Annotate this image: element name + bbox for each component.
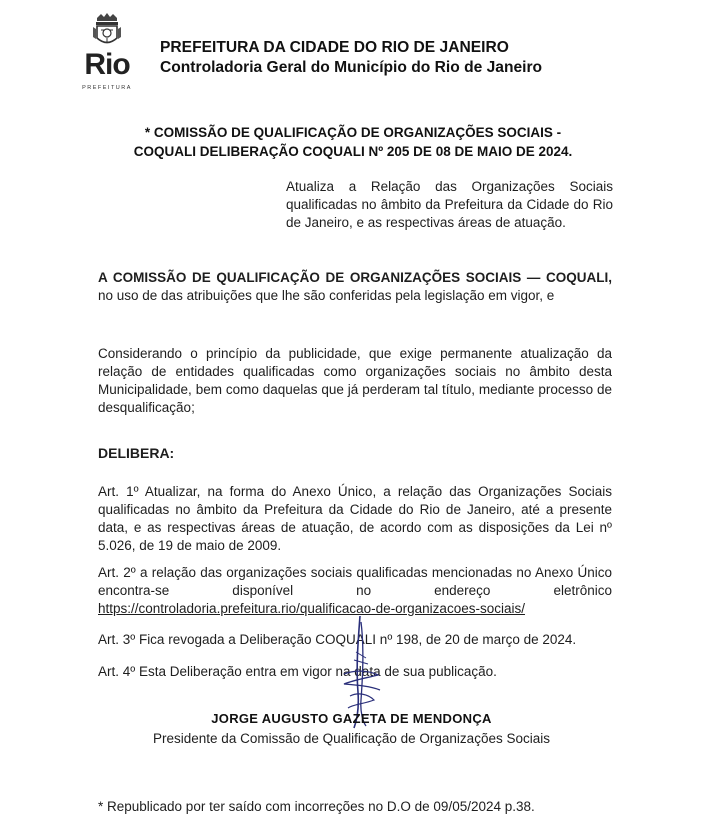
signatory-role: Presidente da Comissão de Qualificação de Organizações Sociais: [153, 731, 550, 746]
ementa: Atualiza a Relação das Organizações Sociais qualificadas no âmbito da Prefeitura da Cidade do Rio de Janeiro, e as respectivas áreas de atuação.: [286, 179, 613, 230]
logo-text: Rio: [84, 48, 130, 81]
preamble-text: no uso de das atribuições que lhe são conferidas pela legislação em vigor, e: [98, 288, 555, 303]
title-line-2: COQUALI DELIBERAÇÃO COQUALI Nº 205 DE 08 DE MAIO DE 2024.: [133, 144, 573, 159]
article-2: [98, 564, 612, 618]
article-2-link[interactable]: https://controladoria.prefeitura.rio/qualificacao-de-organizacoes-sociais/: [98, 601, 525, 616]
article-2-text: Art. 2º a relação das organizações sociais qualificadas mencionadas no Anexo Único encontra-se disponível no endereço eletrônico: [98, 565, 612, 598]
article-3: Art. 3º Fica revogada a Deliberação COQUALI nº 198, de 20 de março de 2024.: [98, 632, 577, 647]
delibera-heading: DELIBERA:: [98, 445, 175, 461]
footnote: * Republicado por ter saído com incorreções no D.O de 09/05/2024 p.38.: [98, 799, 535, 814]
article-1: Art. 1º Atualizar, na forma do Anexo Único, a relação das Organizações Sociais qualificadas no âmbito da Prefeitura da Cidade do Rio de Janeiro, até a presente data, e as respectivas áreas de atuação, de acordo com as disposições da Lei nº 5.026, de 19 de maio de 2009.: [98, 484, 612, 553]
considerando-paragraph: Considerando o princípio da publicidade, que exige permanente atualização da relação de entidades qualificadas como organizações sociais no âmbito desta Municipalidade, bem como daquelas que já perderam tal título, mediante processo de desqualificação;: [98, 346, 612, 415]
signatory-name: JORGE AUGUSTO GAZETA DE MENDONÇA: [211, 711, 492, 726]
rio-prefeitura-logo: [78, 12, 136, 96]
header-org-name: PREFEITURA DA CIDADE DO RIO DE JANEIRO: [160, 39, 509, 56]
document-title: [98, 123, 608, 161]
coat-of-arms-icon: [91, 12, 123, 48]
preamble-bold: A COMISSÃO DE QUALIFICAÇÃO DE ORGANIZAÇÕES SOCIAIS — COQUALI,: [98, 270, 612, 285]
title-line-1: * COMISSÃO DE QUALIFICAÇÃO DE ORGANIZAÇÕES SOCIAIS -: [144, 125, 562, 140]
header-department: Controladoria Geral do Município do Rio de Janeiro: [160, 59, 543, 76]
article-4: Art. 4º Esta Deliberação entra em vigor na data de sua publicação.: [98, 664, 497, 679]
logo-subtext: PREFEITURA: [82, 85, 132, 91]
preamble-paragraph: [98, 269, 612, 305]
